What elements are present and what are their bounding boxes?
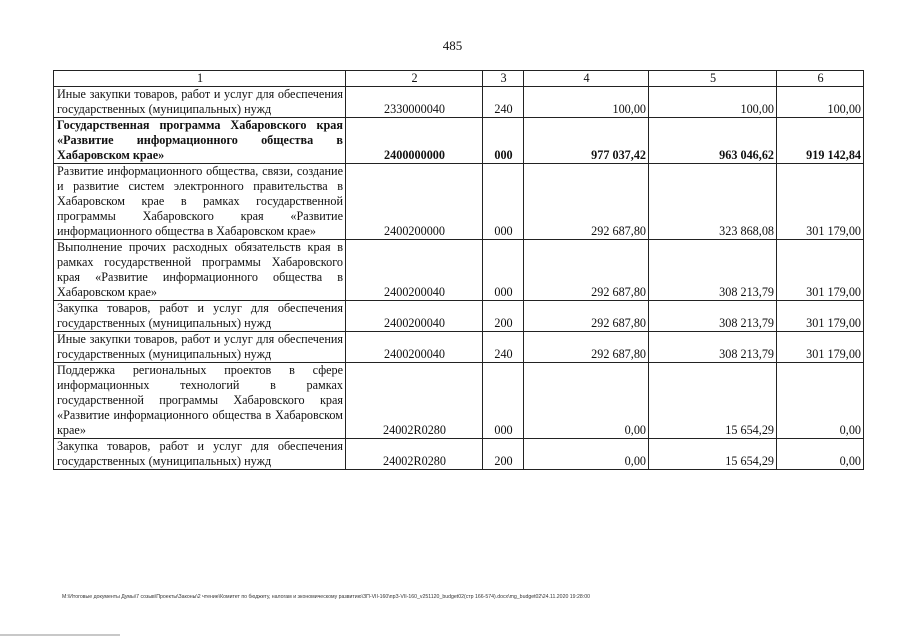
row-value-2: 308 213,79 (649, 301, 777, 332)
row-value-2: 15 654,29 (649, 363, 777, 439)
column-header-year-2: 5 (649, 71, 777, 87)
row-value-1: 292 687,80 (524, 164, 649, 240)
row-value-3: 919 142,84 (777, 118, 864, 164)
row-type: 000 (483, 164, 524, 240)
table-header-row (54, 71, 864, 87)
table-row (54, 240, 864, 301)
row-name: Иные закупки товаров, работ и услуг для обеспечения государственных (муниципальных) нужд (54, 332, 346, 363)
column-header-code: 2 (346, 71, 483, 87)
row-type: 000 (483, 240, 524, 301)
table-row (54, 439, 864, 470)
row-value-1: 0,00 (524, 439, 649, 470)
column-header-year-1: 4 (524, 71, 649, 87)
row-value-1: 0,00 (524, 363, 649, 439)
row-type: 240 (483, 332, 524, 363)
row-name: Развитие информационного общества, связи, создание и развитие систем электронного правительства в Хабаровском крае в рамках государственной программы Хабаровского края «Развитие информационного общества в Хабаровском крае» (54, 164, 346, 240)
row-value-3: 301 179,00 (777, 240, 864, 301)
row-type: 240 (483, 87, 524, 118)
row-value-3: 0,00 (777, 363, 864, 439)
row-value-1: 292 687,80 (524, 240, 649, 301)
document-file-path: M:\Итоговые документы Думы\7 созыв\Проекты\Законы\2 чтение\Комитет по бюджету, налогам и экономическому развитию\ЗП-VII-160\прЗ-VII-160_v251120_budget02(стр 166-574).docx\mg_budget02\24.11.2020 19:28:00 (62, 594, 590, 600)
row-value-2: 15 654,29 (649, 439, 777, 470)
row-value-2: 323 868,08 (649, 164, 777, 240)
budget-table (53, 70, 864, 470)
column-header-name: 1 (54, 71, 346, 87)
row-name: Выполнение прочих расходных обязательств края в рамках государственной программы Хабаровского края «Развитие информационного общества в Хабаровском крае» (54, 240, 346, 301)
row-value-3: 100,00 (777, 87, 864, 118)
row-name: Закупка товаров, работ и услуг для обеспечения государственных (муниципальных) нужд (54, 439, 346, 470)
column-header-type: 3 (483, 71, 524, 87)
row-code: 2400200040 (346, 332, 483, 363)
row-name: Закупка товаров, работ и услуг для обеспечения государственных (муниципальных) нужд (54, 301, 346, 332)
row-value-1: 292 687,80 (524, 332, 649, 363)
row-value-1: 977 037,42 (524, 118, 649, 164)
row-code: 2330000040 (346, 87, 483, 118)
table-row (54, 332, 864, 363)
row-value-3: 301 179,00 (777, 332, 864, 363)
table-row (54, 118, 864, 164)
row-type: 200 (483, 301, 524, 332)
scan-edge-mark (0, 634, 120, 636)
row-type: 200 (483, 439, 524, 470)
row-value-2: 308 213,79 (649, 240, 777, 301)
row-value-3: 301 179,00 (777, 301, 864, 332)
row-code: 2400200000 (346, 164, 483, 240)
column-header-year-3: 6 (777, 71, 864, 87)
row-value-3: 301 179,00 (777, 164, 864, 240)
row-name: Иные закупки товаров, работ и услуг для обеспечения государственных (муниципальных) нужд (54, 87, 346, 118)
row-code: 24002R0280 (346, 439, 483, 470)
row-value-2: 963 046,62 (649, 118, 777, 164)
row-value-1: 100,00 (524, 87, 649, 118)
row-value-2: 308 213,79 (649, 332, 777, 363)
table-row (54, 301, 864, 332)
row-code: 2400000000 (346, 118, 483, 164)
table-body (54, 87, 864, 470)
row-type: 000 (483, 118, 524, 164)
row-value-1: 292 687,80 (524, 301, 649, 332)
row-value-2: 100,00 (649, 87, 777, 118)
row-name: Поддержка региональных проектов в сфере информационных технологий в рамках государственной программы Хабаровского края «Развитие информационного общества в Хабаровском крае» (54, 363, 346, 439)
row-name: Государственная программа Хабаровского края «Развитие информационного общества в Хабаровском крае» (54, 118, 346, 164)
table-row (54, 363, 864, 439)
row-code: 24002R0280 (346, 363, 483, 439)
row-code: 2400200040 (346, 301, 483, 332)
table-row (54, 87, 864, 118)
page-number: 485 (442, 38, 463, 53)
row-value-3: 0,00 (777, 439, 864, 470)
row-code: 2400200040 (346, 240, 483, 301)
row-type: 000 (483, 363, 524, 439)
table-row (54, 164, 864, 240)
